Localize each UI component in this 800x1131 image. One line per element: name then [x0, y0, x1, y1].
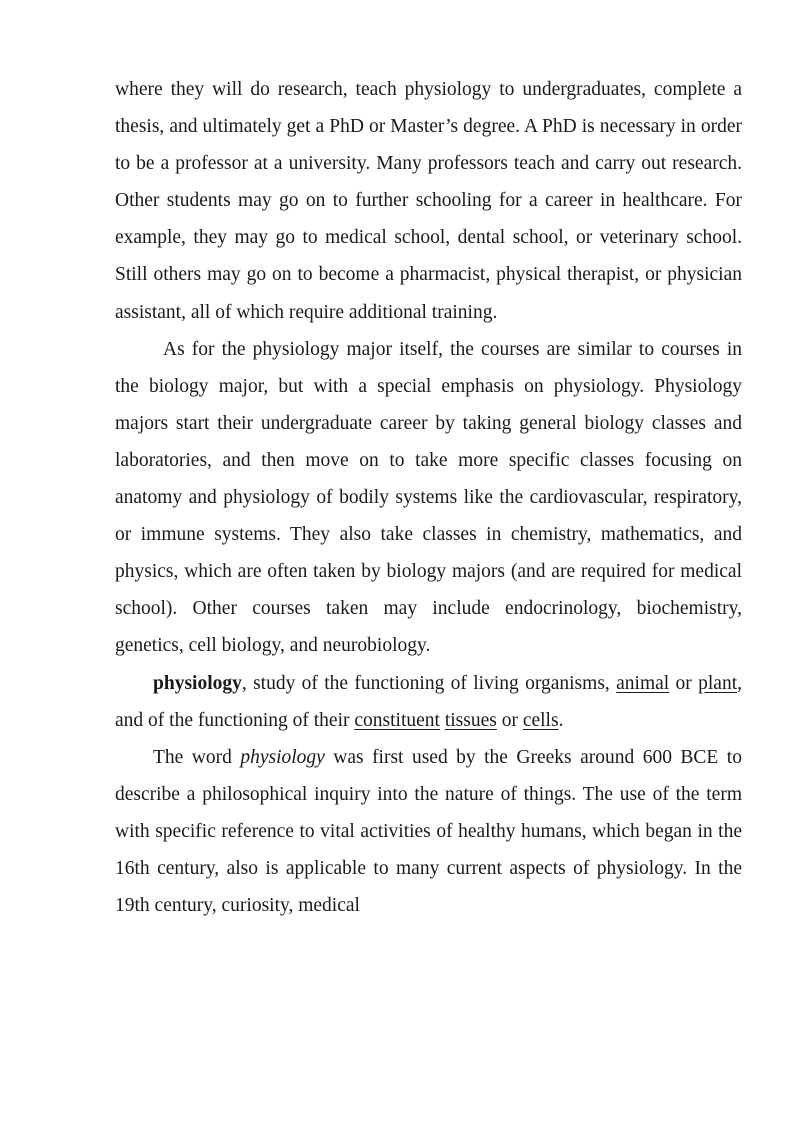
- paragraph-text: The word: [153, 746, 241, 768]
- paragraph-text: was first used by the Greeks around 600 BCE to describe a philosophical inquiry into the nature of things. The use of the term with specific reference to vital activities of healthy humans, which began in the 16th century, also is applicable to many current aspects of physiology. In the 19th century, curiosity, medical: [115, 746, 742, 917]
- emphasized-word: physiology: [240, 746, 325, 768]
- definition-text: or: [669, 672, 699, 694]
- paragraph-4: [115, 739, 742, 924]
- definition-text: .: [558, 709, 564, 731]
- link-plant[interactable]: plant: [698, 672, 738, 694]
- link-tissues[interactable]: tissues: [444, 709, 497, 731]
- paragraph-1: where they will do research, teach physiology to undergraduates, complete a thesis, and ultimately get a PhD or Master’s degree. A PhD is necessary in order to be a professor at a university. Many professors teach and carry out research. Other students may go on to further schooling for a career in healthcare. For example, they may go to medical school, dental school, or veterinary school. Still others may go on to become a pharmacist, physical therapist, or physician assistant, all of which require additional training.: [115, 79, 742, 323]
- definition-text: or: [496, 709, 523, 731]
- document-page: [115, 71, 742, 924]
- defined-term: physiology: [153, 672, 242, 694]
- link-cells[interactable]: cells: [522, 709, 559, 731]
- definition-text: , study of the functioning of living organisms,: [241, 672, 617, 694]
- paragraph-2: As for the physiology major itself, the courses are similar to courses in the biology major, but with a special emphasis on physiology. Physiology majors start their undergraduate career by taking general biology classes and laboratories, and then move on to take more specific classes focusing on anatomy and physiology of bodily systems like the cardiovascular, respiratory, or immune systems. They also take classes in chemistry, mathematics, and physics, which are often taken by biology majors (and are required for medical school). Other courses taken may include endocrinology, biochemistry, genetics, cell biology, and neurobiology.: [115, 338, 742, 657]
- link-animal[interactable]: animal: [616, 672, 670, 694]
- definition-text: , and of the functioning of their: [115, 672, 742, 731]
- link-constituent[interactable]: constituent: [354, 709, 440, 731]
- paragraph-3-definition: [115, 665, 742, 739]
